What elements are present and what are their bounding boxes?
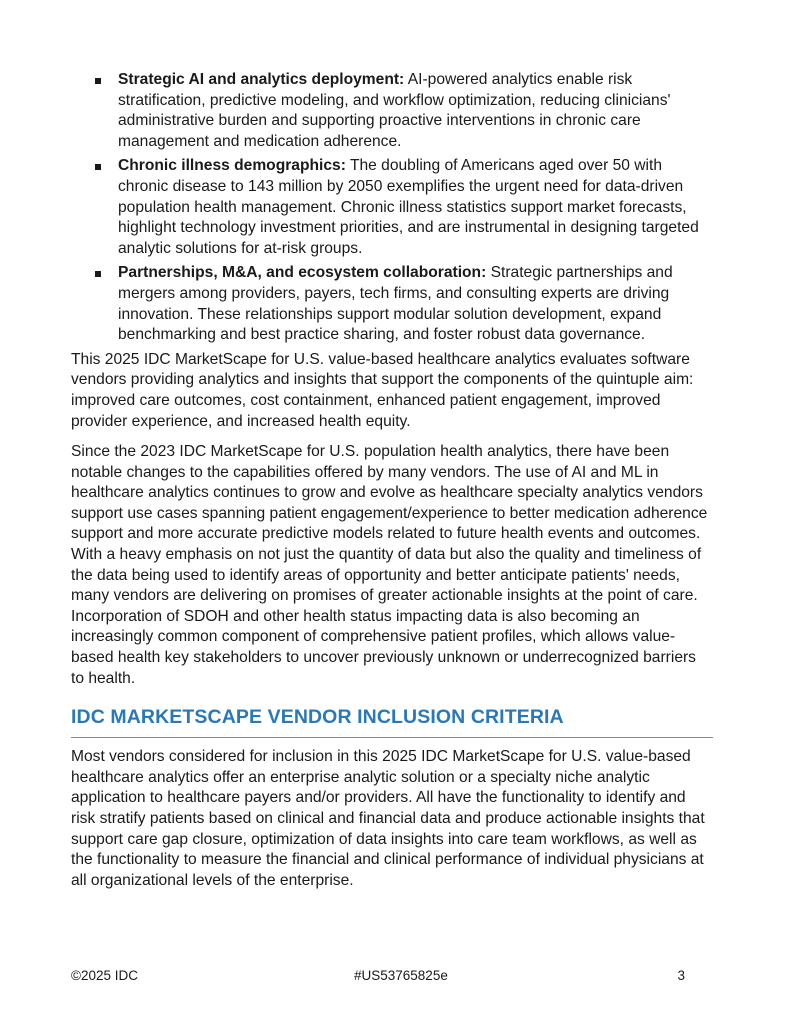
square-bullet-icon (95, 271, 101, 277)
bullet-item (71, 263, 713, 345)
square-bullet-icon (95, 164, 101, 170)
paragraph-scope: This 2025 IDC MarketScape for U.S. value-based healthcare analytics evaluates software vendors providing analytics and insights that support the components of the quintuple aim: improved care outcomes, cost containment, enhanced patient engagement, improved provider experience, and increased health equity. (71, 350, 694, 430)
bullet-title: Partnerships, M&A, and ecosystem collaboration: (118, 264, 487, 282)
footer-page-number: 3 (677, 968, 685, 983)
bullet-title: Strategic AI and analytics deployment: (118, 71, 405, 88)
square-bullet-icon (95, 78, 101, 84)
bullet-text: AI-powered analytics enable risk stratification, predictive modeling, and workflow optimization, reducing clinicians' administrative burden and supporting proactive interventions in chronic care management and medication adherence. (118, 71, 671, 150)
footer-document-id: #US53765825e (354, 968, 448, 983)
paragraph-changes: Since the 2023 IDC MarketScape for U.S. population health analytics, there have been notable changes to the capabilities offered by many vendors. The use of AI and ML in healthcare analytics continues to grow and evolve as healthcare specialty analytics vendors support use cases spanning patient engagement/experience to better medication adherence support and more accurate predictive models related to future health events and outcomes. With a heavy emphasis on not just the quantity of data but also the quality and timeliness of the data being used to identify areas of opportunity and better anticipate patients' needs, many vendors are delivering on promises of greater actionable insights at the point of care. Incorporation of SDOH and other health status impacting data is also becoming an increasingly common component of comprehensive patient profiles, which allows value-based health key stakeholders to uncover previously unknown or underrecognized barriers to health. (71, 443, 708, 687)
bullet-list (71, 70, 713, 346)
bullet-title: Chronic illness demographics: (118, 157, 346, 175)
bullet-item (71, 70, 713, 152)
bullet-text: The doubling of Americans aged over 50 with chronic disease to 143 million by 2050 exemplifies the urgent need for data-driven population health management. Chronic illness statistics support market forecasts, highlight technology investment priorities, and are instrumental in designing targeted analytic solutions for at-risk groups. (118, 157, 699, 257)
bullet-item (71, 156, 713, 259)
footer-copyright: ©2025 IDC (71, 968, 138, 983)
document-body (71, 70, 713, 891)
bullet-text: Strategic partnerships and mergers among providers, payers, tech firms, and consulting experts are driving innovation. These relationships support modular solution development, expand benchmarking and best practice sharing, and foster robust data governance. (118, 264, 673, 344)
paragraph-inclusion-criteria: Most vendors considered for inclusion in this 2025 IDC MarketScape for U.S. value-based healthcare analytics offer an enterprise analytic solution or a specialty niche analytic application to healthcare payers and/or providers. All have the functionality to identify and risk stratify patients based on clinical and financial data and produce actionable insights that support care gap closure, optimization of data insights into care team workflows, as well as the functionality to measure the financial and clinical performance of individual physicians at all organizational levels of the enterprise. (71, 748, 705, 889)
section-heading: IDC MARKETSCAPE VENDOR INCLUSION CRITERIA (71, 704, 713, 738)
